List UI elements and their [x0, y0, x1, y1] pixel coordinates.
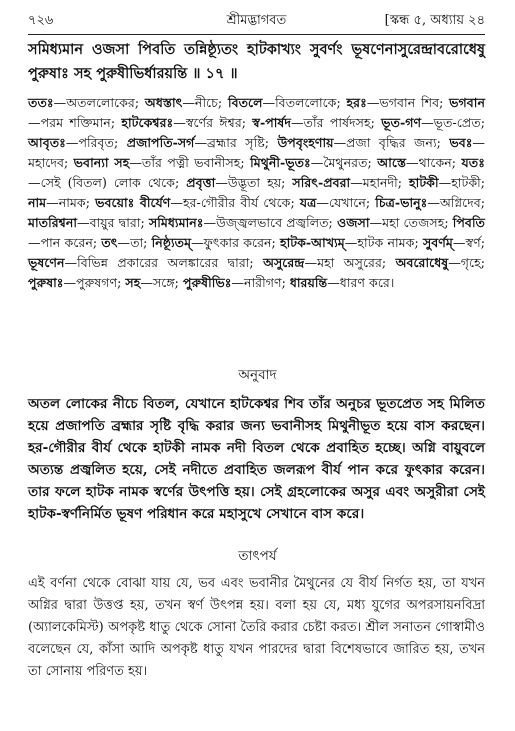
synonym-meaning: পরম শক্তিমান;	[40, 115, 116, 130]
synonym-term: হাটকী	[409, 175, 439, 190]
synonym-term: তৎ	[101, 235, 118, 250]
synonym-meaning: তা;	[130, 235, 148, 250]
purport-heading: তাৎপর্য	[238, 548, 277, 564]
synonym-term: যতঃ	[461, 155, 485, 170]
synonym-meaning: ফুৎকার করেন;	[203, 235, 276, 250]
synonym-term: হরঃ	[346, 95, 367, 110]
synonym-term: বিতলে	[227, 95, 263, 110]
synonym-meaning: স্বর্ণের ঈশ্বর;	[185, 115, 246, 130]
book-title: শ্রীমদ্ভাগবত	[226, 13, 287, 28]
translation-heading: অনুবাদ	[238, 367, 277, 383]
synonym-term: ভূত-গণ	[381, 115, 422, 130]
synonym-meaning: ভূত-প্রেত;	[433, 115, 485, 130]
running-header	[28, 10, 485, 32]
synonym-term: নাম	[28, 195, 47, 210]
synonym-term: প্রজাপতি-সর্গ	[126, 135, 195, 150]
synonym-meaning: মৈথুনরত;	[323, 155, 372, 170]
synonym-term: উপবৃংহণায়	[277, 135, 334, 150]
synonym-term: অধস্তাৎ	[144, 95, 183, 110]
synonym-meaning: সেই (বিতল) লোক থেকে;	[40, 175, 180, 190]
canto-chapter: [স্কন্ধ ৫, অধ্যায় ২৪	[384, 13, 485, 28]
synonym-term: আবৃতঃ	[28, 135, 66, 150]
synonym-term: সুবর্ণম্	[422, 235, 453, 250]
synonym-meaning: হর-গৌরীর বীর্য থেকে;	[183, 195, 295, 210]
synonym-meaning: উজ্জ্বলভাবে প্রজ্বলিত;	[216, 215, 333, 230]
synonym-meaning: বিতললোকে;	[275, 95, 341, 110]
synonym-term: ভবঃ	[449, 135, 473, 150]
synonym-meaning: সঙ্গে;	[152, 275, 179, 290]
synonym-meaning: মহানদী;	[362, 175, 403, 190]
synonym-term: হাটক-আখ্যম্	[279, 235, 345, 250]
synonym-meaning: তাঁর পার্ষদসহ;	[303, 115, 375, 130]
synonym-term: ভূষণেন	[28, 255, 65, 270]
synonym-term: অসুরেন্দ্র	[263, 255, 305, 270]
synonym-term: সমিধ্যমানঃ	[148, 215, 204, 230]
synonym-term: ওজসা	[337, 215, 370, 230]
synonym-meaning: হাটক নামক;	[357, 235, 419, 250]
synonym-term: যত্র	[299, 195, 317, 210]
synonym-term: স্ব-পার্ষদ	[252, 115, 291, 130]
synonym-term: অবরোধেষু	[395, 255, 449, 270]
synonym-term: ততঃ	[28, 95, 54, 110]
sanskrit-verse: সমিধ্যমান ওজসা পিবতি তন্নিষ্ঠ্যূতং হাটকাখ্যং সুবর্ণং ভূষণেনাসুরেন্দ্রাবরোধেষু পুরুষাঃ সহ পুরুষীভির্ধারয়ন্তি ॥ ১৭ ॥	[28, 41, 485, 82]
synonym-meaning: নীচে;	[194, 95, 223, 110]
synonym-term: ভবয়োঃ বীর্যেণ	[95, 195, 171, 210]
synonym-meaning: পান করেন;	[40, 235, 98, 250]
synonym-term: হাটকেশ্বরঃ	[121, 115, 174, 130]
synonym-term: নিষ্ঠ্যূতম্	[151, 235, 192, 250]
synonym-term: মিথুনী-ভূতঃ	[250, 155, 311, 170]
synonym-meaning: পুরুষগণ;	[76, 275, 122, 290]
synonym-meaning: নামক;	[58, 195, 90, 210]
synonym-meaning: বায়ুর দ্বারা;	[89, 215, 145, 230]
synonym-term: পুরুষাঃ	[28, 275, 64, 290]
synonym-term: চিত্র-ভানুঃ	[375, 195, 428, 210]
header-rule	[28, 34, 485, 35]
synonym-term: ভগবান	[449, 95, 485, 110]
synonym-meaning: গৃহে;	[460, 255, 485, 270]
synonym-term: ধারয়ন্তি	[289, 275, 328, 290]
synonym-meaning: প্রজা বৃদ্ধির জন্য;	[346, 135, 441, 150]
synonym-meaning: পরিবৃত;	[78, 135, 119, 150]
synonym-meaning: স্বর্ণ;	[465, 235, 486, 250]
synonym-meaning: তাঁর পত্নী ভবানীসহ;	[141, 155, 245, 170]
synonym-meaning: মহা অসুরের;	[317, 255, 387, 270]
synonym-meaning: উদ্ভূতা হয়;	[227, 175, 286, 190]
translation-text: অতল লোকের নীচে বিতল, যেখানে হাটকেশ্বর শিব তাঁর অনুচর ভূতপ্রেত সহ মিলিত হয়ে প্রজাপতি ব্রহ্মার সৃষ্টি বৃদ্ধি করার জন্য ভবানীসহ মিথুনীভূত হয়ে বাস করছেন। হর-গৌরীর বীর্য থেকে হাটকী নামক নদী বিতল থেকে প্রবাহিত হচ্ছে। অগ্নি বায়ুবলে অত্যন্ত প্রজ্বলিত হয়ে, সেই নদীতে প্রবাহিত জলরূপ বীর্য পান করে ফুৎকার করেন। তার ফলে হাটক নামক স্বর্ণের উৎপত্তি হয়। সেই গ্রহলোকের অসুর এবং অসুরীরা সেই হাটক-স্বর্ণনির্মিত ভূষণ পরিধান করে মহাসুখে সেখানে বাস করে।	[28, 396, 485, 522]
page-number: ৭২৬	[28, 13, 54, 28]
synonym-meaning: অতললোকের;	[66, 95, 140, 110]
word-for-word-synonyms: ততঃ—অতললোকের; অধস্তাৎ—নীচে; বিতলে—বিতললোকে; হরঃ—ভগবান শিব; ভগবান—পরম শক্তিমান; হাটকেশ্বরঃ—স্বর্ণের ঈশ্বর; স্ব-পার্ষদ—তাঁর পার্ষদসহ; ভূত-গণ—ভূত-প্রেত; আবৃতঃ—পরিবৃত; প্রজাপতি-সর্গ—ব্রহ্মার সৃষ্টি; উপবৃংহণায়—প্রজা বৃদ্ধির জন্য; ভবঃ—মহাদেব; ভবান্যা সহ—তাঁর পত্নী ভবানীসহ; মিথুনী-ভূতঃ—মৈথুনরত; আস্তে—থাকেন; যতঃ—সেই (বিতল) লোক থেকে; প্রবৃত্তা—উদ্ভূতা হয়; সরিৎ-প্রবরা—মহানদী; হাটকী—হাটকী; নাম—নামক; ভবয়োঃ বীর্যেণ—হর-গৌরীর বীর্য থেকে; যত্র—যেখানে; চিত্র-ভানুঃ—অগ্নিদেব; মাতরিশ্বনা—বায়ুর দ্বারা; সমিধ্যমানঃ—উজ্জ্বলভাবে প্রজ্বলিত; ওজসা—মহা তেজসহ; পিবতি—পান করেন; তৎ—তা; নিষ্ঠ্যূতম্—ফুৎকার করেন; হাটক-আখ্যম্—হাটক নামক; সুবর্ণম্—স্বর্ণ; ভূষণেন—বিভিন্ন প্রকারের অলঙ্কারের দ্বারা; অসুরেন্দ্র—মহা অসুরের; অবরোধেষু—গৃহে; পুরুষাঃ—পুরুষগণ; সহ—সঙ্গে; পুরুষীভিঃ—নারীগণ; ধারয়ন্তি—ধারণ করে।	[28, 95, 486, 290]
synonym-term: পিবতি	[452, 215, 485, 230]
synonym-term: আস্তে	[377, 155, 407, 170]
synonym-meaning: ব্রহ্মার সৃষ্টি;	[207, 135, 269, 150]
purport-text: এই বর্ণনা থেকে বোঝা যায় যে, ভব এবং ভবানীর মৈথুনের যে বীর্য নির্গত হয়, তা যখন অগ্নির দ্বারা উত্তপ্ত হয়, তখন স্বর্ণ উৎপন্ন হয়। বলা হয় যে, মধ্য যুগের অপরসায়নবিদ্রা (অ্যালকেমিস্ট) অপকৃষ্ট ধাতু থেকে সোনা তৈরি করার চেষ্টা করত। শ্রীল সনাতন গোস্বামীও বলেছেন যে, কাঁসা আদি অপকৃষ্ট ধাতু যখন পারদের দ্বারা বিশেষভাবে জারিত হয়, তখন তা সোনায় পরিণত হয়।	[28, 576, 485, 679]
synonym-term: পুরুষীভিঃ	[182, 275, 232, 290]
synonym-meaning: ভগবান শিব;	[379, 95, 444, 110]
synonym-meaning: বিভিন্ন প্রকারের অলঙ্কারের দ্বারা;	[77, 255, 254, 270]
synonym-term: প্রবৃত্তা	[186, 175, 216, 190]
synonym-meaning: নারীগণ;	[244, 275, 286, 290]
synonym-meaning: থাকেন;	[418, 155, 457, 170]
synonym-meaning: হাটকী;	[451, 175, 485, 190]
synonym-term: সরিৎ-প্রবরা	[292, 175, 351, 190]
synonym-meaning: যেখানে;	[329, 195, 371, 210]
synonym-term: ভবান্যা সহ	[73, 155, 130, 170]
synonym-meaning: মহাদেব;	[28, 155, 69, 170]
synonym-meaning: ধারণ করে।	[339, 275, 395, 290]
synonym-meaning: অগ্নিদেব;	[440, 195, 486, 210]
synonym-term: মাতরিশ্বনা	[28, 215, 77, 230]
synonym-meaning: মহা তেজসহ;	[382, 215, 449, 230]
synonym-term: সহ	[125, 275, 141, 290]
